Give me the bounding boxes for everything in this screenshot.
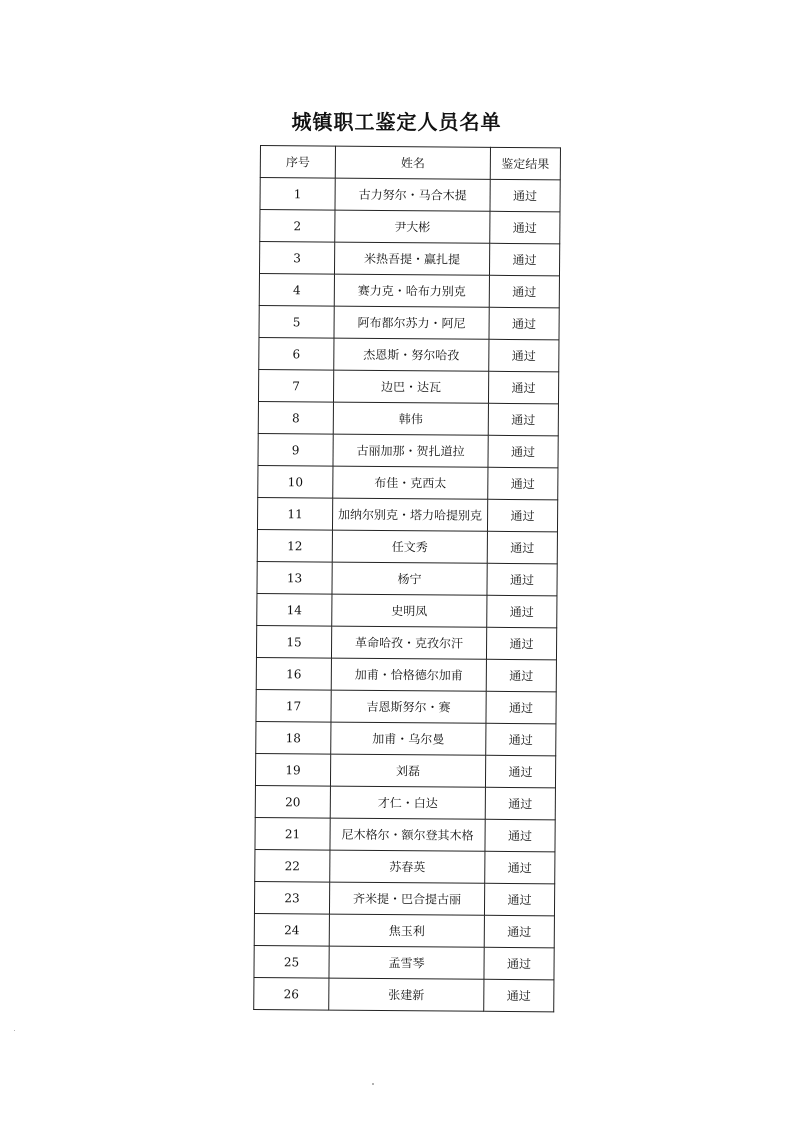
table-row: [260, 210, 560, 244]
page-title: 城镇职工鉴定人员名单: [291, 110, 502, 134]
header-serial: 序号: [260, 146, 335, 179]
cell-name: 齐米提・巴合提古丽: [329, 882, 484, 915]
cell-serial: 20: [255, 785, 330, 818]
cell-name: 古力努尔・马合木提: [335, 178, 490, 211]
cell-result: 通过: [489, 275, 559, 308]
cell-serial: 8: [258, 401, 333, 434]
cell-name: 杰恩斯・努尔哈孜: [334, 338, 489, 371]
cell-result: 通过: [485, 787, 555, 820]
table-row: [257, 497, 557, 531]
cell-serial: 16: [256, 657, 331, 690]
cell-result: 通过: [487, 531, 557, 564]
scan-speck: [14, 1030, 15, 1031]
cell-result: 通过: [487, 499, 557, 532]
cell-name: 边巴・达瓦: [333, 370, 488, 403]
table-row: [255, 817, 555, 851]
cell-serial: 26: [254, 977, 329, 1010]
cell-name: 革命哈孜・克孜尔汗: [331, 626, 486, 659]
cell-serial: 4: [259, 273, 334, 306]
table-row: [257, 529, 557, 563]
cell-result: 通过: [490, 179, 560, 212]
roster-sheet: [253, 145, 560, 1012]
table-row: [254, 945, 554, 979]
header-name: 姓名: [335, 146, 490, 179]
cell-result: 通过: [484, 883, 554, 916]
cell-result: 通过: [484, 947, 554, 980]
roster-body: [254, 178, 561, 1012]
cell-result: 通过: [489, 339, 559, 372]
cell-serial: 13: [257, 561, 332, 594]
cell-serial: 9: [258, 433, 333, 466]
cell-serial: 23: [254, 881, 329, 914]
cell-serial: 10: [258, 465, 333, 498]
cell-result: 通过: [488, 403, 558, 436]
cell-result: 通过: [486, 627, 556, 660]
table-row: [258, 369, 558, 403]
cell-serial: 7: [258, 369, 333, 402]
table-row: [259, 242, 559, 276]
cell-name: 布佳・克西太: [333, 466, 488, 499]
cell-result: 通过: [489, 307, 559, 340]
cell-name: 苏春英: [330, 850, 485, 883]
scan-speck: [372, 1083, 374, 1085]
table-row: [254, 977, 554, 1011]
cell-name: 阿布都尔苏力・阿尼: [334, 306, 489, 339]
cell-name: 尼木格尔・额尔登其木格: [330, 818, 485, 851]
table-row: [256, 689, 556, 723]
table-row: [256, 625, 556, 659]
cell-name: 吉恩斯努尔・赛: [331, 690, 486, 723]
cell-serial: 3: [259, 242, 334, 275]
table-row: [255, 849, 555, 883]
cell-serial: 21: [255, 817, 330, 850]
table-row: [259, 337, 559, 371]
cell-name: 赛力克・哈布力别克: [334, 274, 489, 307]
cell-result: 通过: [488, 371, 558, 404]
cell-name: 韩伟: [333, 402, 488, 435]
table-row: [258, 433, 558, 467]
cell-name: 米热吾提・赢扎提: [334, 242, 489, 275]
table-row: [259, 305, 559, 339]
cell-serial: 6: [259, 337, 334, 370]
cell-result: 通过: [485, 851, 555, 884]
table-row: [257, 593, 557, 627]
table-row: [255, 753, 555, 787]
cell-name: 古丽加那・贺扎道拉: [333, 434, 488, 467]
table-row: [259, 273, 559, 307]
cell-result: 通过: [486, 659, 556, 692]
table-header-row: [260, 146, 560, 180]
table-row: [260, 178, 560, 212]
cell-result: 通过: [487, 563, 557, 596]
cell-serial: 22: [255, 849, 330, 882]
cell-name: 刘磊: [330, 754, 485, 787]
header-result: 鉴定结果: [490, 147, 560, 180]
cell-serial: 14: [257, 593, 332, 626]
table-row: [258, 465, 558, 499]
cell-result: 通过: [485, 819, 555, 852]
cell-result: 通过: [488, 435, 558, 468]
cell-result: 通过: [486, 723, 556, 756]
cell-serial: 2: [260, 210, 335, 243]
cell-result: 通过: [490, 211, 560, 244]
cell-name: 张建新: [329, 978, 484, 1011]
cell-result: 通过: [488, 467, 558, 500]
cell-name: 焦玉利: [329, 914, 484, 947]
cell-serial: 15: [256, 625, 331, 658]
cell-serial: 1: [260, 178, 335, 211]
cell-name: 杨宁: [332, 562, 487, 595]
cell-name: 加甫・乌尔曼: [331, 722, 486, 755]
cell-name: 才仁・白达: [330, 786, 485, 819]
cell-serial: 5: [259, 305, 334, 338]
cell-result: 通过: [486, 691, 556, 724]
cell-name: 史明凤: [332, 594, 487, 627]
cell-result: 通过: [485, 755, 555, 788]
cell-result: 通过: [487, 595, 557, 628]
cell-name: 孟雪琴: [329, 946, 484, 979]
cell-name: 加纳尔别克・塔力哈提别克: [332, 498, 487, 531]
table-row: [254, 913, 554, 947]
table-row: [257, 561, 557, 595]
table-row: [255, 785, 555, 819]
cell-serial: 12: [257, 529, 332, 562]
table-row: [254, 881, 554, 915]
table-row: [258, 401, 558, 435]
cell-result: 通过: [489, 243, 559, 276]
table-row: [256, 721, 556, 755]
cell-serial: 19: [255, 753, 330, 786]
cell-serial: 24: [254, 913, 329, 946]
cell-name: 任文秀: [332, 530, 487, 563]
cell-serial: 25: [254, 945, 329, 978]
cell-result: 通过: [484, 915, 554, 948]
cell-result: 通过: [484, 979, 554, 1012]
cell-serial: 11: [257, 497, 332, 530]
table-row: [256, 657, 556, 691]
cell-serial: 18: [256, 721, 331, 754]
cell-name: 加甫・恰格德尔加甫: [331, 658, 486, 691]
roster-table: [253, 145, 561, 1012]
cell-name: 尹大彬: [335, 210, 490, 243]
cell-serial: 17: [256, 689, 331, 722]
